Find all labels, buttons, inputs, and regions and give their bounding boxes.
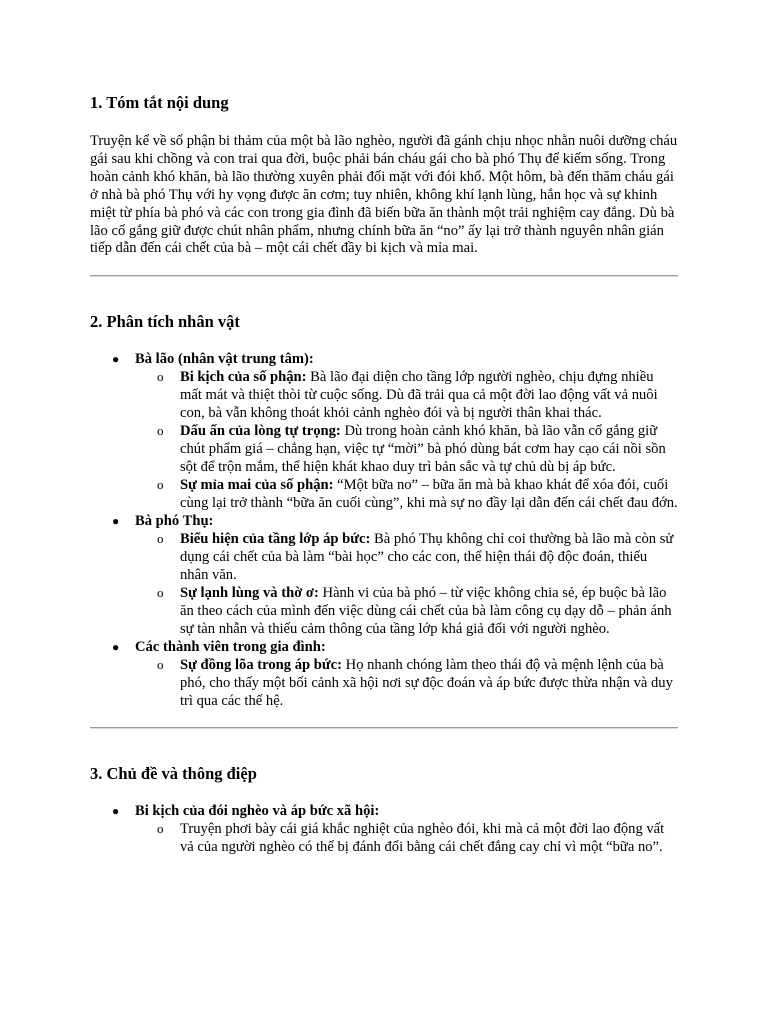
sub-list	[135, 530, 678, 638]
sub-item-text: Bà lão đại diện cho tầng lớp người nghèo, chịu đựng nhiều mất mát và thiệt thòi từ cuộc sống. Dù đã trải qua cả một đời lao động vất vả nuôi con, bà vẫn không thoát khỏi cảnh nghèo đói và bị người thân khai thác.	[180, 369, 658, 422]
circle-bullet-icon: o	[157, 657, 164, 673]
sub-list	[135, 656, 678, 710]
list-item	[112, 512, 678, 638]
character-label: Các thành viên trong gia đình:	[135, 639, 326, 656]
sub-item-text: Truyện phơi bày cái giá khắc nghiệt của nghèo đói, khi mà cả một đời lao động vất vả của người nghèo có thể bị đánh đổi bằng cái chết đắng cay chỉ vì một “bữa no”.	[180, 821, 665, 856]
bullet-icon: ●	[112, 804, 120, 819]
sub-list	[135, 820, 678, 856]
sub-item-term: Biểu hiện của tầng lớp áp bức:	[180, 531, 371, 548]
sub-list-item	[157, 368, 678, 422]
theme-label: Bi kịch của đói nghèo và áp bức xã hội:	[135, 803, 380, 820]
character-label: Bà phó Thụ:	[135, 513, 214, 530]
sub-item-term: Sự mỉa mai của số phận:	[180, 477, 334, 494]
sub-item-text: Bà phó Thụ không chỉ coi thường bà lão mà còn sử dụng cái chết của bà làm “bài học” cho các con, thể hiện thái độ độc đoán, thiếu nhân văn.	[180, 531, 674, 584]
summary-paragraph: Truyện kể về số phận bi thảm của một bà lão nghèo, người đã gánh chịu nhọc nhằn nuôi dưỡng cháu gái sau khi chồng và con trai qua đời, buộc phải bán cháu gái cho bà phó Thụ để kiếm sống. Trong hoàn cảnh khó khăn, bà lão thường xuyên phải đối mặt với đói khổ. Một hôm, bà đến thăm cháu gái ở nhà bà phó Thụ với hy vọng được ăn cơm; tuy nhiên, không khí lạnh lùng, hắn học và sự khinh miệt từ phía bà phó và các con trong gia đình đã biến bữa ăn thành một trải nghiệm cay đắng. Dù bà lão cố gắng giữ được chút nhân phẩm, nhưng chính bữa ăn “no” ấy lại trở thành nguyên nhân gián tiếp dẫn đến cái chết của bà – một cái chết đầy bi kịch và mỉa mai.	[90, 133, 678, 257]
circle-bullet-icon: o	[157, 585, 164, 601]
theme-list	[90, 802, 678, 856]
bullet-icon: ●	[112, 514, 120, 529]
sub-list-item	[157, 820, 678, 856]
circle-bullet-icon: o	[157, 423, 164, 439]
sub-list-item	[157, 422, 678, 476]
sub-item-term: Dấu ấn của lòng tự trọng:	[180, 423, 341, 440]
list-item	[112, 638, 678, 710]
section-heading-summary: 1. Tóm tắt nội dung	[90, 93, 229, 112]
sub-item-text: “Một bữa no” – bữa ăn mà bà khao khát để xóa đói, cuối cùng lại trở thành “bữa ăn cuối cùng”, khi mà sự no đầy lại dẫn đến cái chết đau đớn.	[180, 477, 678, 512]
sub-item-term: Sự lạnh lùng và thờ ơ:	[180, 585, 319, 602]
sub-item-text: Dù trong hoàn cảnh khó khăn, bà lão vẫn cố gắng giữ chút phẩm giá – chẳng hạn, việc tự “mời” bà phó dùng bát cơm hay cạo cái nồi sồn sột để trộn mắm, thể hiện khát khao duy trì bản sắc và tự chủ dù bị áp bức.	[180, 423, 666, 476]
character-list	[90, 350, 678, 710]
character-label: Bà lão (nhân vật trung tâm):	[135, 351, 314, 368]
circle-bullet-icon: o	[157, 369, 164, 385]
sub-list	[135, 368, 678, 512]
sub-item-text: Họ nhanh chóng làm theo thái độ và mệnh lệnh của bà phó, cho thấy một bối cảnh xã hội nơi sự độc đoán và áp bức được thừa nhận và duy trì qua các thế hệ.	[180, 657, 673, 710]
sub-list-item	[157, 656, 678, 710]
sub-list-item	[157, 530, 678, 584]
sub-list-item	[157, 584, 678, 638]
list-item	[112, 350, 678, 512]
circle-bullet-icon: o	[157, 821, 164, 837]
sub-item-term: Sự đồng lõa trong áp bức:	[180, 657, 342, 674]
section-heading-characters: 2. Phân tích nhân vật	[90, 312, 240, 332]
sub-item-term: Bi kịch của số phận:	[180, 369, 307, 386]
circle-bullet-icon: o	[157, 477, 164, 493]
sub-list-item	[157, 476, 678, 512]
bullet-icon: ●	[112, 640, 120, 655]
sub-item-text: Hành vi của bà phó – từ việc không chia sẻ, ép buộc bà lão ăn theo cách của mình đến việc dùng cái chết của bà làm công cụ dạy dỗ – phản ánh sự tàn nhẫn và thiếu cảm thông của tầng lớp khá giả đối với người nghèo.	[180, 585, 672, 638]
list-item	[112, 802, 678, 856]
circle-bullet-icon: o	[157, 531, 164, 547]
section-heading-themes: 3. Chủ đề và thông điệp	[90, 764, 257, 784]
bullet-icon: ●	[112, 352, 120, 367]
